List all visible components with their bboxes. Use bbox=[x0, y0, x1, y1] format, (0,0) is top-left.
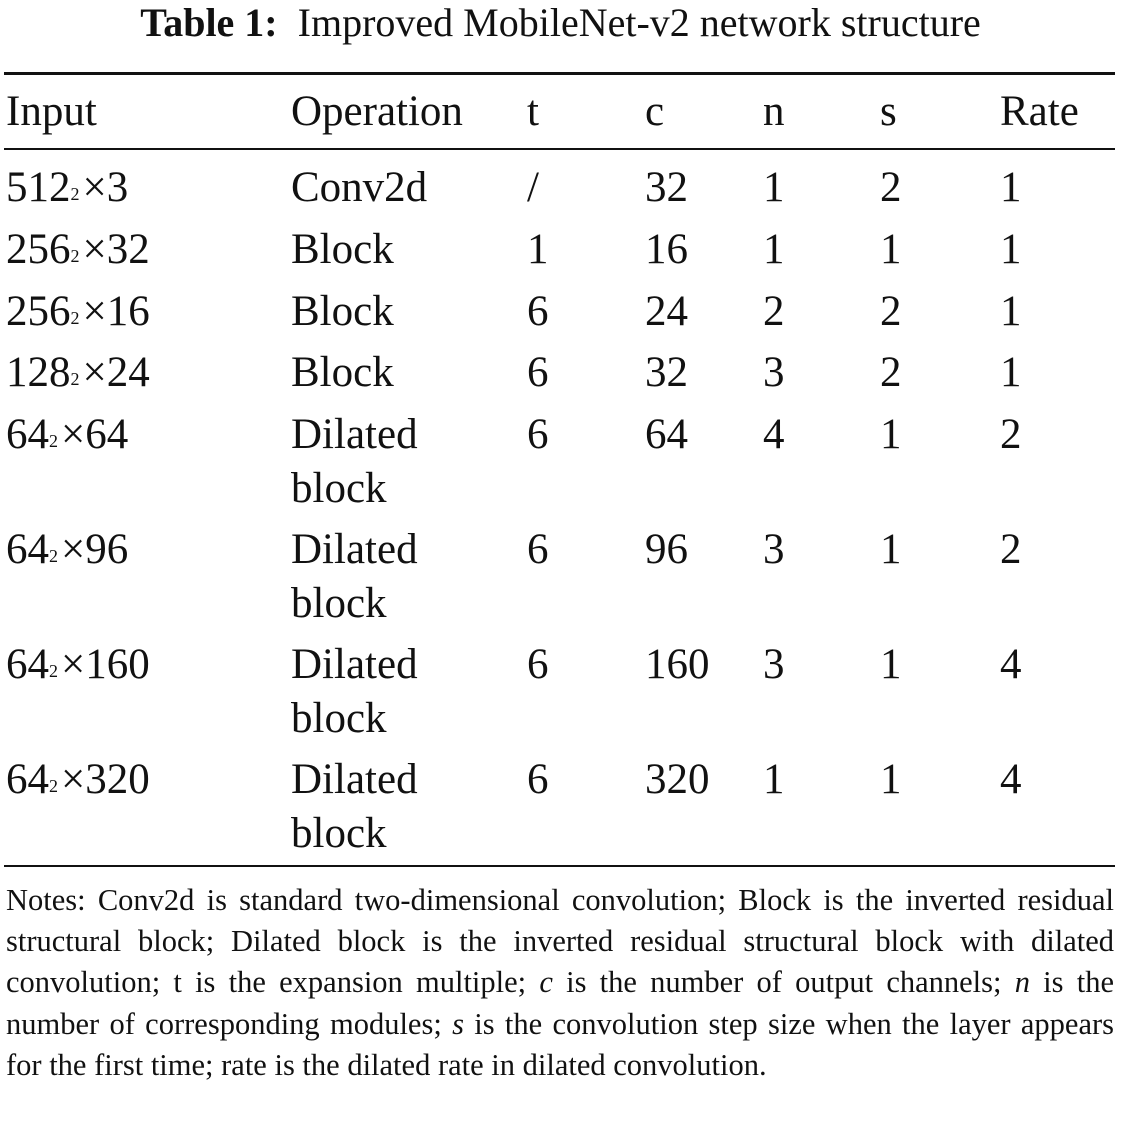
cell-input: $128^2\times 24$ bbox=[6, 349, 150, 396]
cell-t: 6 bbox=[527, 641, 549, 688]
header-operation: Operation bbox=[291, 88, 463, 135]
cell-n: 1 bbox=[763, 226, 785, 273]
cell-input: $64^2\times 96$ bbox=[6, 526, 129, 573]
cell-operation: Block bbox=[291, 349, 394, 396]
cell-s: 2 bbox=[880, 288, 902, 335]
table-label: Table 1: bbox=[140, 0, 278, 45]
cell-operation: Dilated block bbox=[291, 526, 418, 627]
cell-c: 32 bbox=[645, 349, 688, 396]
cell-n: 3 bbox=[763, 526, 785, 573]
header-rule bbox=[4, 148, 1115, 150]
cell-operation: Dilated block bbox=[291, 756, 418, 857]
cell-rate: 1 bbox=[1000, 349, 1022, 396]
cell-c: 64 bbox=[645, 411, 688, 458]
cell-input: $256^2\times 16$ bbox=[6, 288, 150, 335]
cell-s: 1 bbox=[880, 226, 902, 273]
cell-rate: 4 bbox=[1000, 756, 1022, 803]
cell-operation: Block bbox=[291, 288, 394, 335]
cell-s: 1 bbox=[880, 641, 902, 688]
cell-t: 6 bbox=[527, 526, 549, 573]
header-n: n bbox=[763, 88, 785, 135]
cell-input: $64^2\times 64$ bbox=[6, 411, 129, 458]
cell-s: 2 bbox=[880, 349, 902, 396]
header-input: Input bbox=[6, 88, 97, 135]
cell-c: 24 bbox=[645, 288, 688, 335]
cell-n: 1 bbox=[763, 756, 785, 803]
cell-rate: 2 bbox=[1000, 526, 1022, 573]
cell-rate: 1 bbox=[1000, 288, 1022, 335]
cell-t: 6 bbox=[527, 288, 549, 335]
header-t: t bbox=[527, 88, 539, 135]
cell-operation: Conv2d bbox=[291, 164, 428, 211]
cell-n: 3 bbox=[763, 641, 785, 688]
cell-t: 6 bbox=[527, 411, 549, 458]
cell-t: 6 bbox=[527, 756, 549, 803]
header-s: s bbox=[880, 88, 897, 135]
cell-s: 1 bbox=[880, 526, 902, 573]
cell-input: $64^2\times 160$ bbox=[6, 641, 150, 688]
cell-operation: Dilated block bbox=[291, 641, 418, 742]
cell-s: 2 bbox=[880, 164, 902, 211]
cell-c: 32 bbox=[645, 164, 688, 211]
cell-input: $512^2\times 3$ bbox=[6, 164, 129, 211]
table-title bbox=[0, 0, 1121, 46]
header-rate: Rate bbox=[1000, 88, 1079, 135]
cell-n: 3 bbox=[763, 349, 785, 396]
cell-input: $64^2\times 320$ bbox=[6, 756, 150, 803]
cell-rate: 1 bbox=[1000, 164, 1022, 211]
cell-rate: 2 bbox=[1000, 411, 1022, 458]
cell-operation: Block bbox=[291, 226, 394, 273]
top-rule bbox=[4, 72, 1115, 75]
cell-t: / bbox=[527, 164, 539, 211]
cell-t: 6 bbox=[527, 349, 549, 396]
cell-operation: Dilated block bbox=[291, 411, 418, 512]
cell-s: 1 bbox=[880, 756, 902, 803]
cell-rate: 1 bbox=[1000, 226, 1022, 273]
cell-rate: 4 bbox=[1000, 641, 1022, 688]
cell-c: 320 bbox=[645, 756, 710, 803]
header-c: c bbox=[645, 88, 665, 135]
cell-n: 1 bbox=[763, 164, 785, 211]
cell-n: 2 bbox=[763, 288, 785, 335]
cell-c: 96 bbox=[645, 526, 688, 573]
bottom-rule bbox=[4, 865, 1115, 867]
cell-c: 160 bbox=[645, 641, 710, 688]
cell-n: 4 bbox=[763, 411, 785, 458]
table-notes: Notes: Conv2d is standard two-dimensional convolution; Block is the inverted residual structural block; Dilated block is the inverted residual structural block with dilated convolution; t is the expansion multiple; c is the number of output channels; n is the number of corresponding modules; s is the convolution step size when the layer appears for the first time; rate is the dilated rate in dilated convolution. bbox=[6, 883, 1115, 1082]
cell-s: 1 bbox=[880, 411, 902, 458]
table-caption: Improved MobileNet-v2 network structure bbox=[297, 0, 981, 45]
cell-c: 16 bbox=[645, 226, 688, 273]
cell-t: 1 bbox=[527, 226, 549, 273]
cell-input: $256^2\times 32$ bbox=[6, 226, 150, 273]
